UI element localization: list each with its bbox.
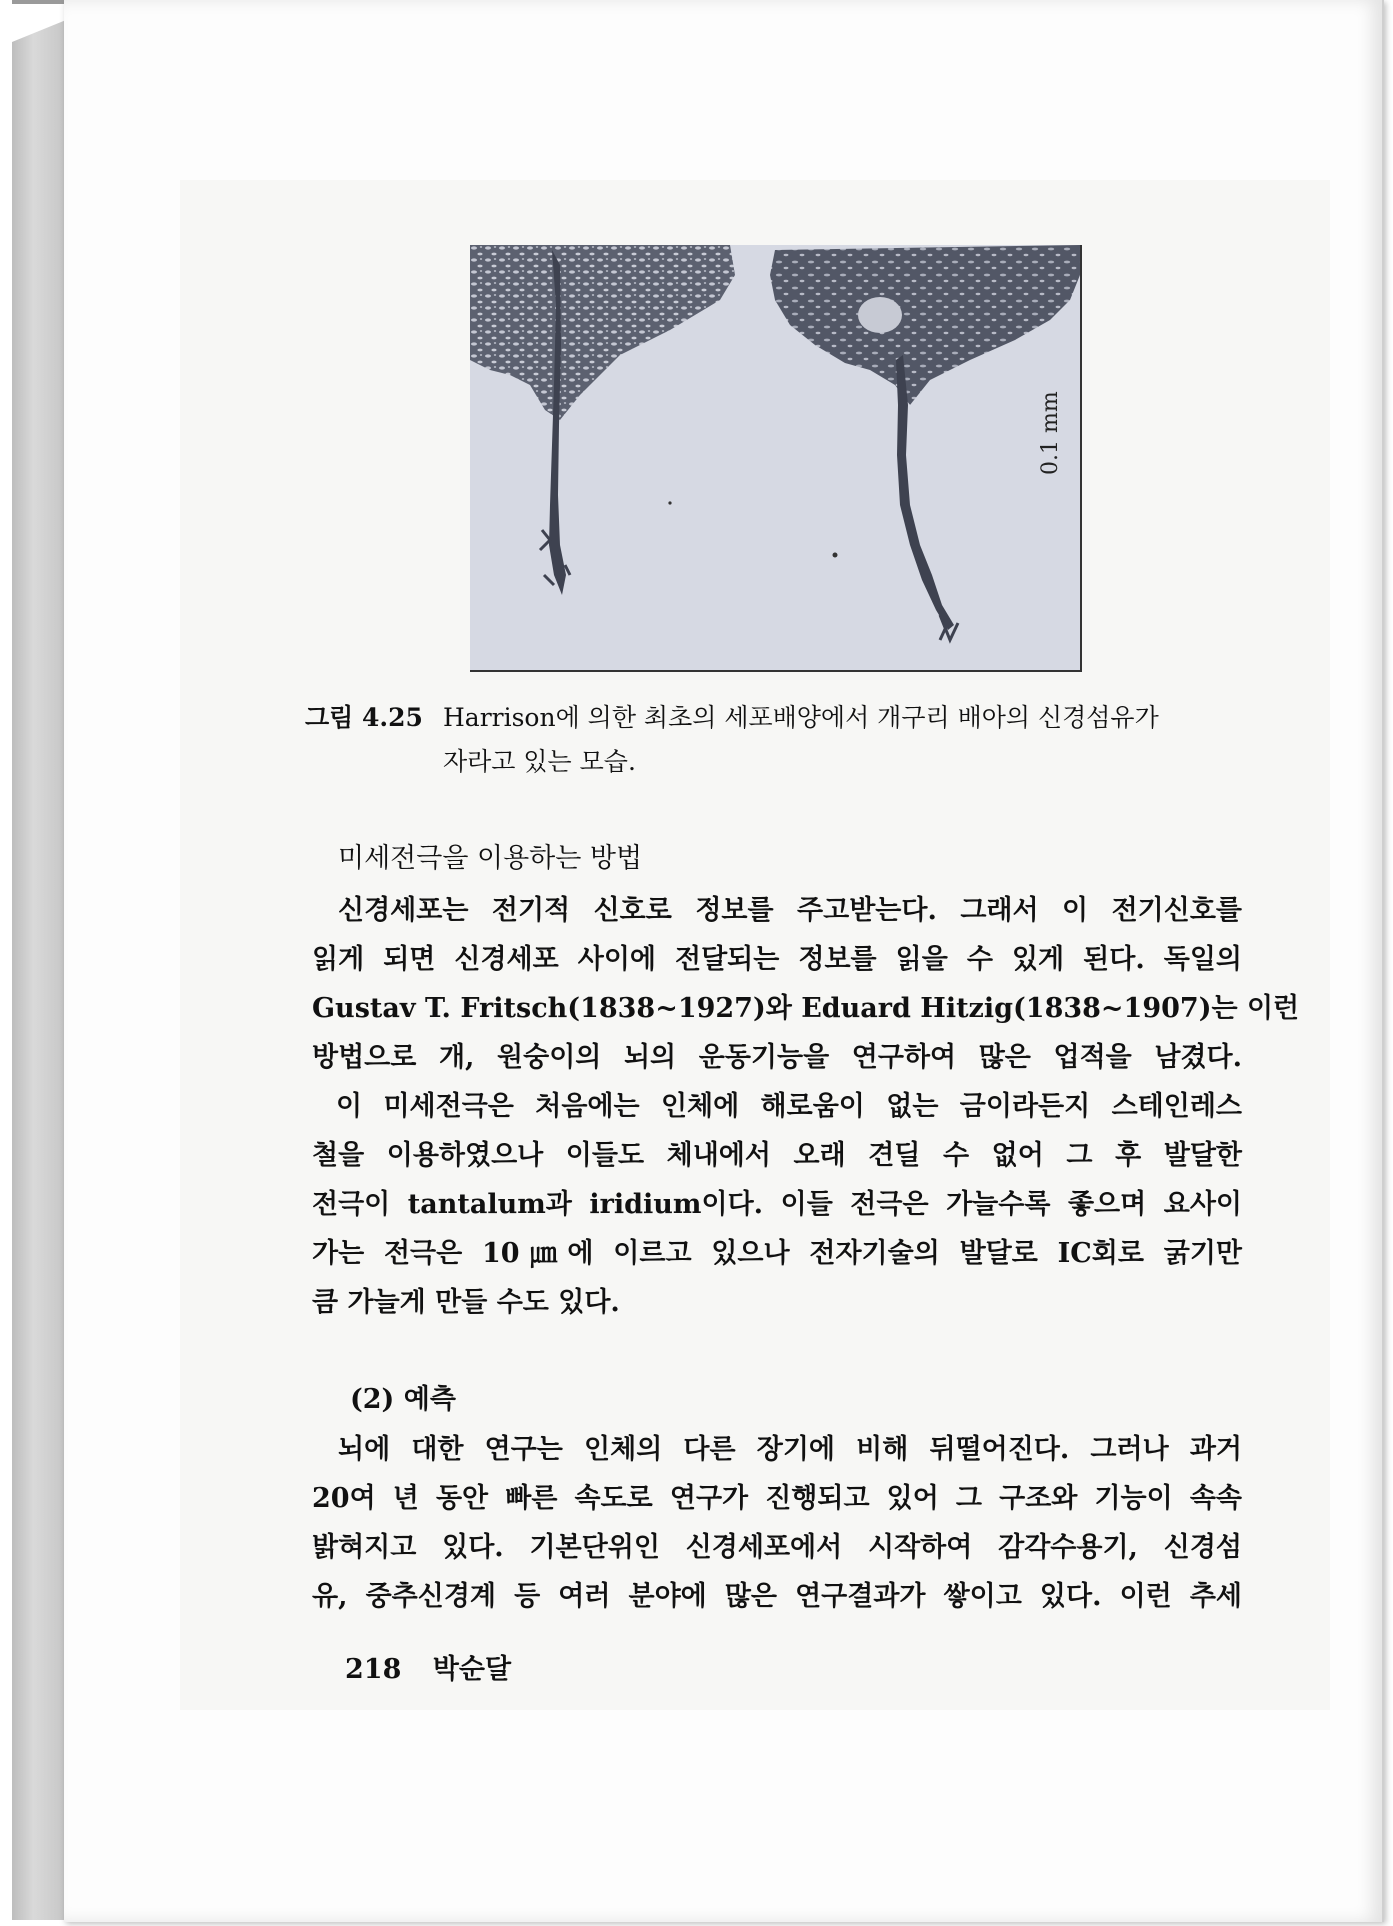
body-text-line: 이 미세전극은 처음에는 인체에 해로움이 없는 금이라든지 스테인레스 <box>336 1091 1242 1122</box>
body-text-line: 유, 중추신경계 등 여러 분야에 많은 연구결과가 쌓이고 있다. 이런 추세 <box>312 1581 1242 1612</box>
page-footer <box>345 1647 511 1686</box>
right-nerve-fiber <box>896 355 954 630</box>
page-number: 218 <box>345 1654 402 1685</box>
caption-line: 자라고 있는 모습. <box>443 747 636 776</box>
body-text-line: 큼 가늘게 만들 수도 있다. <box>312 1287 620 1318</box>
figure-illustration <box>470 245 1080 670</box>
section-heading: 미세전극을 이용하는 방법 <box>338 843 643 874</box>
body-text-line: 20여 년 동안 빠른 속도로 연구가 진행되고 있어 그 구조와 기능이 속속 <box>312 1483 1242 1514</box>
right-cell-mass <box>770 245 1080 405</box>
caption-line: Harrison에 의한 최초의 세포배양에서 개구리 배아의 신경섬유가 <box>443 703 1159 732</box>
body-text-line: 가는 전극은 10㎛에 이르고 있으나 전자기술의 발달로 IC회로 굵기만 <box>312 1238 1242 1269</box>
left-cell-mass <box>470 245 735 420</box>
body-text-line: 철을 이용하였으나 이들도 체내에서 오래 견딜 수 없어 그 후 발달한 <box>312 1140 1242 1171</box>
body-text-line: 전극이 tantalum과 iridium이다. 이들 전극은 가늘수록 좋으며 요사이 <box>312 1189 1242 1220</box>
author-name: 박순달 <box>432 1654 512 1685</box>
section-heading: (2) 예측 <box>350 1384 456 1415</box>
body-text-line: 밝혀지고 있다. 기본단위인 신경세포에서 시작하여 감각수용기, 신경섬 <box>312 1532 1242 1563</box>
book-spine <box>12 20 66 1920</box>
body-text-line: 읽게 되면 신경세포 사이에 전달되는 정보를 읽을 수 있게 된다. 독일의 <box>312 944 1242 975</box>
body-text-line: 방법으로 개, 원숭이의 뇌의 운동기능을 연구하여 많은 업적을 남겼다. <box>312 1042 1242 1073</box>
body-text-line: 신경세포는 전기적 신호로 정보를 주고받는다. 그래서 이 전기신호를 <box>338 895 1242 926</box>
body-text-line: Gustav T. Fritsch(1838~1927)와 Eduard Hitzig(1838~1907)는 이런 <box>312 993 1300 1024</box>
caption-label: 그림 4.25 <box>305 703 423 732</box>
body-text-line: 뇌에 대한 연구는 인체의 다른 장기에 비해 뒤떨어진다. 그러나 과거 <box>338 1434 1242 1465</box>
scale-label: 0.1 mm <box>1038 391 1063 475</box>
figure-nerve-fiber-culture <box>470 245 1082 672</box>
